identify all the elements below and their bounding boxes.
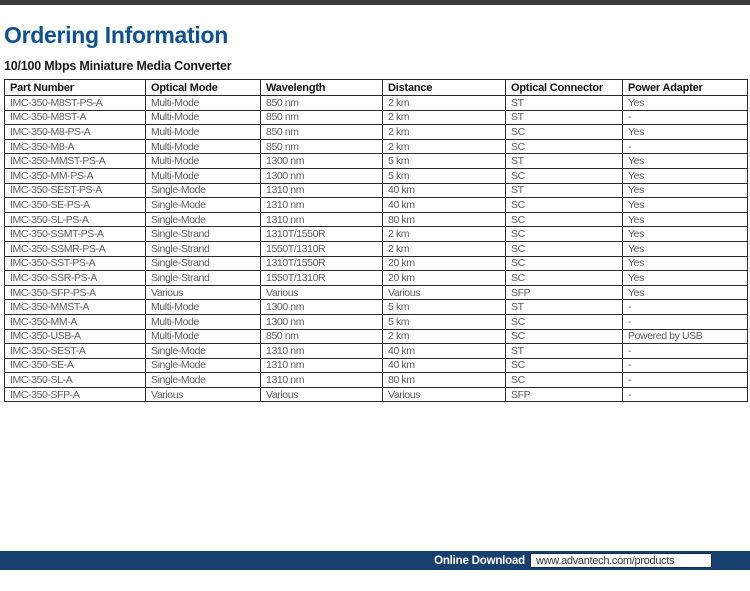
table-row xyxy=(5,139,748,154)
table-cell: 850 nm xyxy=(261,329,383,344)
table-cell: 20 km xyxy=(383,271,506,286)
table-cell: SC xyxy=(506,256,623,271)
table-row xyxy=(5,212,748,227)
table-cell: - xyxy=(623,300,748,315)
table-cell: IMC-350-SEST-A xyxy=(5,344,146,359)
table-cell: 80 km xyxy=(383,212,506,227)
table-cell: Single-Mode xyxy=(146,373,261,388)
table-cell: SC xyxy=(506,314,623,329)
table-cell: Single-Strand xyxy=(146,271,261,286)
table-row xyxy=(5,227,748,242)
table-cell: 2 km xyxy=(383,125,506,140)
table-cell: SFP xyxy=(506,387,623,402)
table-cell: Yes xyxy=(623,241,748,256)
table-section-subtitle: 10/100 Mbps Miniature Media Converter xyxy=(4,59,232,73)
table-cell: IMC-350-SE-PS-A xyxy=(5,198,146,213)
table-cell: 1300 nm xyxy=(261,154,383,169)
table-cell: Various xyxy=(383,285,506,300)
column-header: Distance xyxy=(383,80,506,96)
table-row xyxy=(5,198,748,213)
table-cell: 5 km xyxy=(383,300,506,315)
table-cell: Multi-Mode xyxy=(146,96,261,111)
table-row xyxy=(5,344,748,359)
table-cell: 40 km xyxy=(383,344,506,359)
table-cell: - xyxy=(623,110,748,125)
table-cell: Yes xyxy=(623,168,748,183)
table-cell: 40 km xyxy=(383,198,506,213)
table-cell: Single-Strand xyxy=(146,227,261,242)
table-cell: ST xyxy=(506,300,623,315)
table-cell: 40 km xyxy=(383,183,506,198)
table-cell: Yes xyxy=(623,285,748,300)
table-cell: Multi-Mode xyxy=(146,168,261,183)
table-cell: Multi-Mode xyxy=(146,154,261,169)
table-cell: ST xyxy=(506,154,623,169)
table-cell: ST xyxy=(506,344,623,359)
table-cell: 2 km xyxy=(383,241,506,256)
table-cell: Various xyxy=(383,387,506,402)
table-cell: IMC-350-M8-A xyxy=(5,139,146,154)
table-cell: IMC-350-MMST-A xyxy=(5,300,146,315)
download-url-box xyxy=(530,553,712,568)
table-cell: Yes xyxy=(623,256,748,271)
table-cell: Powered by USB xyxy=(623,329,748,344)
table-cell: 1310 nm xyxy=(261,344,383,359)
table-cell: IMC-350-SFP-A xyxy=(5,387,146,402)
table-row xyxy=(5,241,748,256)
table-cell: 2 km xyxy=(383,329,506,344)
table-cell: 850 nm xyxy=(261,139,383,154)
table-cell: SC xyxy=(506,358,623,373)
table-row xyxy=(5,183,748,198)
table-cell: Single-Strand xyxy=(146,256,261,271)
download-url-link[interactable]: www.advantech.com/products xyxy=(536,554,675,567)
table-cell: Single-Mode xyxy=(146,183,261,198)
table-cell: Various xyxy=(146,387,261,402)
table-cell: - xyxy=(623,139,748,154)
table-row xyxy=(5,96,748,111)
table-cell: SC xyxy=(506,329,623,344)
table-cell: 1310 nm xyxy=(261,198,383,213)
table-cell: 1310 nm xyxy=(261,358,383,373)
table-cell: IMC-350-SEST-PS-A xyxy=(5,183,146,198)
top-divider-bar xyxy=(0,0,750,5)
table-cell: - xyxy=(623,344,748,359)
table-cell: IMC-350-SSMT-PS-A xyxy=(5,227,146,242)
table-cell: 5 km xyxy=(383,154,506,169)
table-cell: 1300 nm xyxy=(261,300,383,315)
table-cell: IMC-350-SSR-PS-A xyxy=(5,271,146,286)
table-cell: 2 km xyxy=(383,227,506,242)
table-cell: 1300 nm xyxy=(261,168,383,183)
table-header-row xyxy=(5,80,748,96)
table-row xyxy=(5,285,748,300)
table-cell: IMC-350-SL-PS-A xyxy=(5,212,146,227)
table-cell: ST xyxy=(506,110,623,125)
table-cell: Multi-Mode xyxy=(146,139,261,154)
table-cell: - xyxy=(623,373,748,388)
table-cell: 1310T/1550R xyxy=(261,227,383,242)
table-cell: Yes xyxy=(623,227,748,242)
column-header: Wavelength xyxy=(261,80,383,96)
table-cell: SC xyxy=(506,373,623,388)
table-cell: 2 km xyxy=(383,96,506,111)
table-row xyxy=(5,271,748,286)
table-row xyxy=(5,168,748,183)
table-cell: SC xyxy=(506,168,623,183)
table-cell: Single-Mode xyxy=(146,358,261,373)
table-cell: ST xyxy=(506,96,623,111)
column-header: Power Adapter xyxy=(623,80,748,96)
column-header: Optical Connector xyxy=(506,80,623,96)
table-cell: 5 km xyxy=(383,168,506,183)
table-cell: 850 nm xyxy=(261,110,383,125)
column-header: Optical Mode xyxy=(146,80,261,96)
table-cell: Various xyxy=(146,285,261,300)
table-cell: IMC-350-SST-PS-A xyxy=(5,256,146,271)
table-cell: Single-Mode xyxy=(146,344,261,359)
table-row xyxy=(5,358,748,373)
table-row xyxy=(5,387,748,402)
table-cell: SC xyxy=(506,271,623,286)
table-cell: ST xyxy=(506,183,623,198)
table-cell: Yes xyxy=(623,183,748,198)
table-cell: Yes xyxy=(623,271,748,286)
table-cell: 1310T/1550R xyxy=(261,256,383,271)
table-cell: Multi-Mode xyxy=(146,110,261,125)
table-cell: 20 km xyxy=(383,256,506,271)
table-cell: 850 nm xyxy=(261,125,383,140)
table-cell: 850 nm xyxy=(261,96,383,111)
table-cell: - xyxy=(623,358,748,373)
table-cell: Various xyxy=(261,285,383,300)
table-cell: IMC-350-USB-A xyxy=(5,329,146,344)
table-cell: SC xyxy=(506,198,623,213)
table-cell: Yes xyxy=(623,96,748,111)
table-row xyxy=(5,300,748,315)
table-row xyxy=(5,329,748,344)
table-row xyxy=(5,110,748,125)
table-cell: SFP xyxy=(506,285,623,300)
table-cell: IMC-350-MM-PS-A xyxy=(5,168,146,183)
table-cell: - xyxy=(623,314,748,329)
table-cell: IMC-350-M8ST-A xyxy=(5,110,146,125)
table-cell: Yes xyxy=(623,212,748,227)
table-row xyxy=(5,256,748,271)
table-cell: SC xyxy=(506,227,623,242)
table-cell: SC xyxy=(506,241,623,256)
table-cell: 2 km xyxy=(383,139,506,154)
table-cell: 1550T/1310R xyxy=(261,271,383,286)
table-cell: Multi-Mode xyxy=(146,125,261,140)
table-cell: 1300 nm xyxy=(261,314,383,329)
table-cell: Yes xyxy=(623,198,748,213)
table-cell: 1310 nm xyxy=(261,183,383,198)
table-cell: - xyxy=(623,387,748,402)
table-cell: 80 km xyxy=(383,373,506,388)
table-cell: 1310 nm xyxy=(261,212,383,227)
table-cell: IMC-350-MMST-PS-A xyxy=(5,154,146,169)
table-cell: 5 km xyxy=(383,314,506,329)
online-download-label: Online Download xyxy=(434,554,525,567)
table-cell: 2 km xyxy=(383,110,506,125)
table-cell: IMC-350-SFP-PS-A xyxy=(5,285,146,300)
table-cell: Yes xyxy=(623,154,748,169)
table-cell: IMC-350-SE-A xyxy=(5,358,146,373)
table-cell: SC xyxy=(506,139,623,154)
ordering-information-table xyxy=(4,79,748,402)
table-cell: 1550T/1310R xyxy=(261,241,383,256)
table-row xyxy=(5,154,748,169)
table-cell: 1310 nm xyxy=(261,373,383,388)
table-cell: Yes xyxy=(623,125,748,140)
table-cell: IMC-350-MM-A xyxy=(5,314,146,329)
footer-bar xyxy=(0,551,750,570)
column-header: Part Number xyxy=(5,80,146,96)
table-cell: Various xyxy=(261,387,383,402)
table-cell: Multi-Mode xyxy=(146,314,261,329)
table-row xyxy=(5,314,748,329)
table-cell: IMC-350-M8ST-PS-A xyxy=(5,96,146,111)
table-cell: Single-Strand xyxy=(146,241,261,256)
page-title: Ordering Information xyxy=(4,22,229,48)
table-cell: IMC-350-SL-A xyxy=(5,373,146,388)
table-cell: IMC-350-M8-PS-A xyxy=(5,125,146,140)
table-cell: IMC-350-SSMR-PS-A xyxy=(5,241,146,256)
table-cell: 40 km xyxy=(383,358,506,373)
table-cell: Single-Mode xyxy=(146,212,261,227)
table-cell: Multi-Mode xyxy=(146,300,261,315)
table-cell: SC xyxy=(506,212,623,227)
table-row xyxy=(5,373,748,388)
table-cell: Single-Mode xyxy=(146,198,261,213)
table-cell: Multi-Mode xyxy=(146,329,261,344)
table-row xyxy=(5,125,748,140)
table-cell: SC xyxy=(506,125,623,140)
